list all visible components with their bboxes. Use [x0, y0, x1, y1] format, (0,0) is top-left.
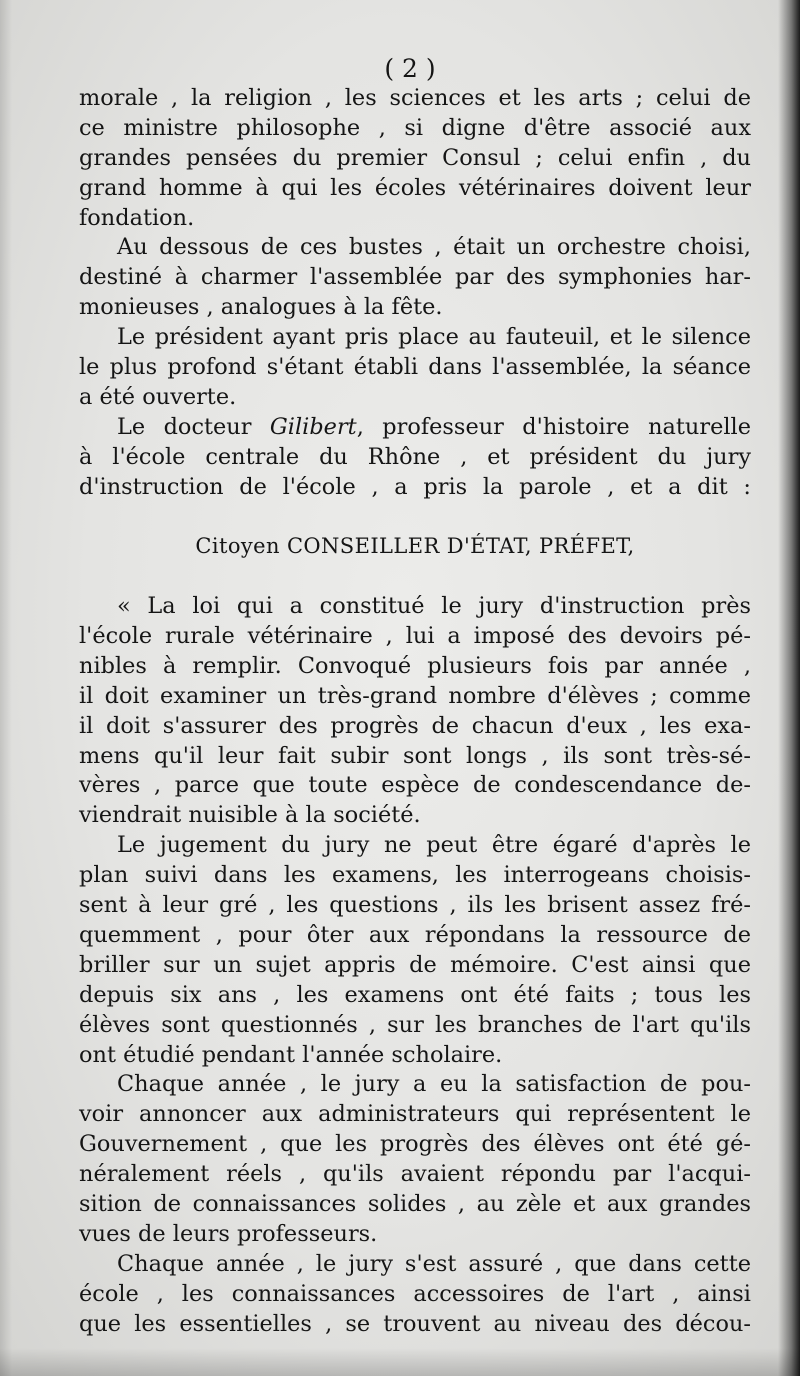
text-line: Le président ayant pris place au fauteuil, et le silence: [117, 324, 751, 351]
text-line: Au dessous de ces bustes , était un orchestre choisi,: [117, 234, 751, 261]
text-line: sition de connaissances solides , au zèle et aux grandes: [79, 1190, 751, 1217]
text-line: Le docteur Gilibert, professeur d'histoire naturelle: [117, 413, 751, 440]
text-line: monieuses , analogues à la fête.: [79, 294, 443, 321]
text-line: vues de leurs professeurs.: [79, 1220, 378, 1247]
text-line: néralement réels , qu'ils avaient répondu par l'acqui-: [79, 1161, 751, 1188]
salutation-line: Citoyen CONSEILLER D'ÉTAT, PRÉFET,: [195, 534, 635, 559]
text-line: Le jugement du jury ne peut être égaré d'après le: [117, 832, 751, 859]
text-line: l'école rurale vétérinaire , lui a imposé des devoirs pé-: [79, 623, 751, 650]
text-line: grand homme à qui les écoles vétérinaires doivent leur: [79, 174, 751, 201]
text-line: le plus profond s'étant établi dans l'assemblée, la séance: [79, 354, 751, 381]
text-line: il doit s'assurer des progrès de chacun d'eux , les exa-: [79, 712, 751, 739]
page-edge-shadow: [778, 0, 800, 1376]
body-text: [79, 84, 751, 1339]
text-line: Chaque année , le jury s'est assuré , que dans cette: [117, 1250, 751, 1277]
text-line: plan suivi dans les examens, les interrogeans choisis-: [79, 862, 751, 889]
binding-shadow: [0, 0, 12, 1376]
text-line: ce ministre philosophe , si digne d'être associé aux: [79, 114, 751, 141]
text-line: viendrait nuisible à la société.: [79, 802, 421, 829]
text-line: mens qu'il leur fait subir sont longs , ils sont très-sé-: [79, 742, 751, 769]
text-line: depuis six ans , les examens ont été faits ; tous les: [79, 981, 751, 1008]
text-line: Gouvernement , que les progrès des élèves ont été gé-: [79, 1131, 751, 1158]
text-line: ont étudié pendant l'année scholaire.: [79, 1041, 503, 1068]
text-line: voir annoncer aux administrateurs qui représentent le: [79, 1101, 751, 1128]
text-line: destiné à charmer l'assemblée par des symphonies har-: [79, 264, 751, 291]
text-line: « La loi qui a constitué le jury d'instruction près: [117, 593, 751, 620]
text-line: il doit examiner un très-grand nombre d'élèves ; comme: [79, 682, 751, 709]
text-line: élèves sont questionnés , sur les branches de l'art qu'ils: [79, 1011, 751, 1038]
text-line: d'instruction de l'école , a pris la parole , et a dit :: [79, 473, 751, 500]
text-line: Chaque année , le jury a eu la satisfaction de pou-: [117, 1071, 751, 1098]
page-number: ( 2 ): [384, 54, 436, 83]
text-line: vères , parce que toute espèce de condescendance de-: [79, 772, 751, 799]
text-line: quemment , pour ôter aux répondans la ressource de: [79, 921, 751, 948]
blank-line: [79, 502, 751, 532]
text-line: sent à leur gré , les questions , ils les brisent assez fré-: [79, 892, 751, 919]
italic-name: Gilibert: [269, 413, 357, 440]
text-line: morale , la religion , les sciences et les arts ; celui de: [79, 85, 751, 111]
bottom-shadow: [0, 1348, 800, 1376]
text-line: briller sur un sujet appris de mémoire. C'est ainsi que: [79, 951, 751, 978]
text-line: a été ouverte.: [79, 383, 237, 410]
text-line: que les essentielles , se trouvent au niveau des décou-: [79, 1310, 751, 1337]
text-line: grandes pensées du premier Consul ; celui enfin , du: [79, 144, 751, 171]
text-line: nibles à remplir. Convoqué plusieurs fois par année ,: [79, 652, 751, 679]
text-line: fondation.: [79, 204, 195, 231]
blank-line: [79, 562, 751, 592]
text-line: à l'école centrale du Rhône , et président du jury: [79, 443, 751, 470]
text-line: école , les connaissances accessoires de l'art , ainsi: [79, 1280, 751, 1307]
